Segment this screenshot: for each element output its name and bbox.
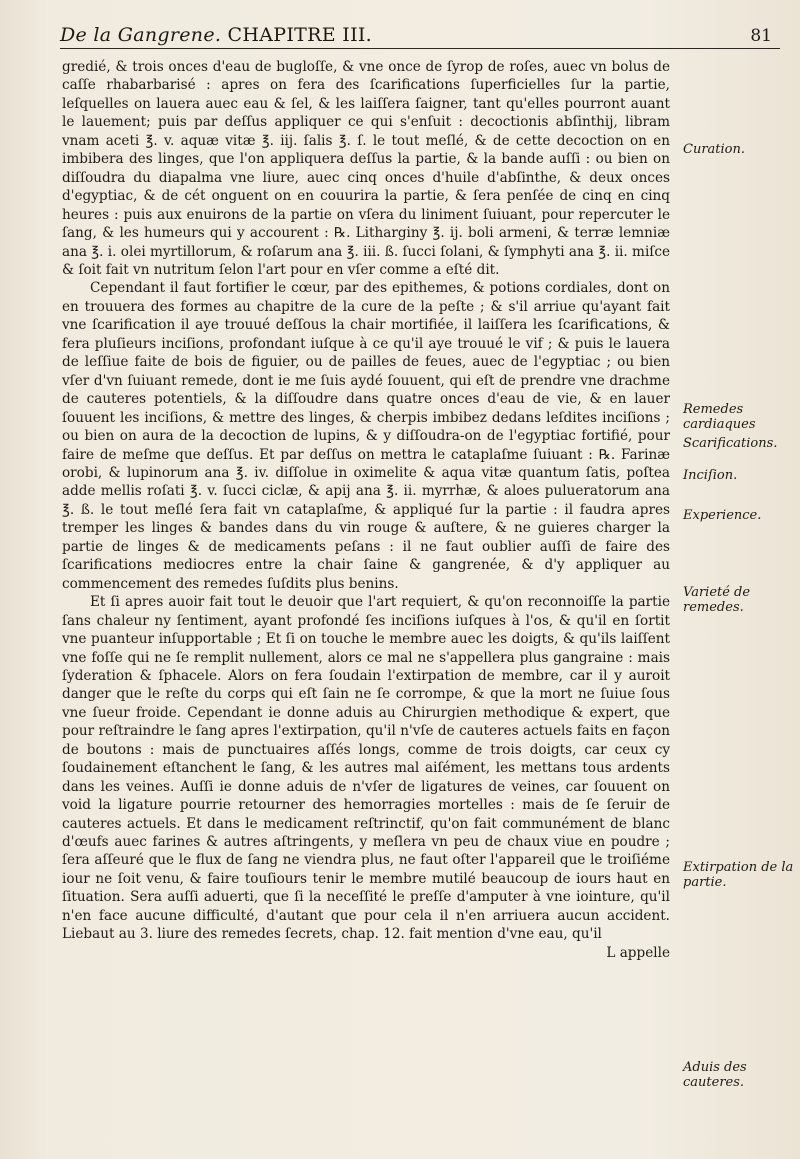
margin-note-incision: Inciſion. [683, 468, 738, 483]
margin-note-scarifications: Scarifications. [683, 436, 778, 451]
catchwords: L appelle [606, 944, 670, 961]
paragraph: gredié, & trois onces d'eau de bugloſſe, & vne once de ſyrop de roſes, auec vn bolus de caſſe rhabarbarisé : apres on fera des ſcarifications ſuperficielles ſur la partie, leſquelles on lauera auec eau & ſel, & les laiſſera ſaigner, tant qu'elles pourront auant le lauement; puis par deſſus appliquer ce qui s'enſuit : decoctionis abſinthij, libram vnam aceti ℥. v. aquæ vitæ ℥. iij. ſalis ℥. ſ. le tout meſlé, & de cette decoction on en imbibera des linges, que l'on appliquera deſſus la partie, & la bande auſſi : ou bien on diſſoudra du diapalma vne liure, auec cinq onces d'huile d'abſinthe, & deux onces d'egyptiac, & de cét onguent on en couurira la partie, & ſera penſée de cinq en cinq heures : puis aux enuirons de la partie on vſera du liniment ſuiuant, pour repercuter le ſang, & les humeurs qui y accourent : ℞. Litharginy ℥. ij. boli armeni, & terræ lemniæ ana ℥. i. olei myrtillorum, & roſarum ana ℥. iii. ß. ſucci ſolani, & ſymphyti ana ℥. ii. miſce & ſoit fait vn nutritum ſelon l'art pour en vſer comme a eſté dit. [62, 59, 670, 278]
margin-note-variete: Varieté de remedes. [683, 585, 751, 615]
margin-note-aduis-cauteres: Aduis des cauteres. [683, 1060, 747, 1090]
margin-note-extirpation: Extirpation de la partie. [683, 860, 794, 890]
margin-note-curation: Curation. [683, 142, 745, 157]
running-title [60, 24, 372, 46]
paragraph: Cependant il faut fortifier le cœur, par des epithemes, & potions cordiales, dont on en trouuera des formes au chapitre de la cure de la peſte ; & s'il arriue qu'ayant fait vne ſcarification il aye trouué deſſous la chair mortifiée, il laiſſera les ſcarifications, & fera pluſieurs inciſions, profondant iuſque à ce qu'il aye trouué le vif ; & puis le lauera de leſſiue faite de bois de figuier, ou de pailles de feues, auec de l'egyptiac ; ou bien vſer d'vn ſuiuant remede, dont ie me ſuis aydé ſouuent, qui eſt de prendre vne drachme de cauteres potentiels, & la diſſoudre dans quatre onces d'eau de vie, & en lauer ſouuent les inciſions, & mettre des linges, & cherpis imbibez dedans leſdites inciſions ; ou bien on aura de la decoction de lupins, & y diſſoudra-on de l'egyptiac fortifié, pour faire de meſme que deſſus. Et par deſſus on mettra le cataplaſme ſuiuant : ℞. Farinæ orobi, & lupinorum ana ℥. iv. diſſolue in oximelite & aqua vitæ quantum ſatis, poſtea adde mellis roſati ℥. v. ſucci ciclæ, & apij ana ℥. ii. myrrhæ, & aloes pulueratorum ana ℥. ß. le tout meſlé ſera fait vn cataplaſme, & appliqué ſur la partie : il faudra apres tremper les linges & bandes dans du vin rouge & auſtere, & ne guieres charger la partie de linges & de medicaments peſans : il ne faut oublier auſſi de faire des ſcarifications mediocres entre la chair ſaine & gangrenée, & d'y appliquer au commencement des remedes ſuſdits plus benins. [62, 280, 670, 592]
page-number: 81 [750, 26, 772, 46]
title-italic: De la Gangrene. [60, 24, 222, 46]
title-chapter: CHAPITRE III. [221, 24, 373, 46]
margin-note-remedes-cardiaques: Remedes cardiaques [683, 402, 756, 432]
paragraph: Et ſi apres auoir fait tout le deuoir que l'art requiert, & qu'on reconnoiſſe la partie ſans chaleur ny ſentiment, ayant profondé ſes inciſions iuſques à l'os, & qu'il en ſortit vne puanteur inſupportable ; Et ſi on touche le membre auec les doigts, & qu'ils laiſſent vne foſſe qui ne ſe remplit nullement, alors ce mal ne s'appellera plus gangraine : mais ſyderation & ſphacele. Alors on fera ſoudain l'extirpation de membre, car il y auroit danger que le reſte du corps qui eſt ſain ne ſe corrompe, & que la mort ne ſuiue ſous vne ſueur froide. Cependant ie donne aduis au Chirurgien methodique & expert, que pour reſtraindre le ſang apres l'extirpation, qu'il n'vſe de cauteres actuels faits en façon de boutons : mais de punctuaires aſſés longs, comme de trois doigts, car ceux cy ſoudainement eſtanchent le ſang, & les autres mal aiſément, les mettans tous ardents dans les veines. Auſſi ie donne aduis de n'vſer de ligatures de veines, car ſouuent on void la ligature pourrie retourner des hemorragies mortelles : mais de ſe ſeruir de cauteres actuels. Et dans le medicament reſtrinctif, qu'on fait communément de blanc d'œufs auec farines & autres aſtringents, y meſlera vn peu de chaux viue en poudre ; ſera aſſeuré que le flux de ſang ne viendra plus, ne faut oſter l'appareil que le troiſiéme iour ne ſoit venu, & faire touſiours tenir le membre mutilé beaucoup de iours haut en ſituation. Sera auſſi aduerti, que ſi la neceſſité le preſſe d'amputer à vne iointure, qu'il n'en face aucune difficulté, d'autant que pour cela il n'en arriuera aucun accident. Liebaut au 3. liure des remedes ſecrets, chap. 12. fait mention d'vne eau, qu'il [62, 594, 670, 943]
margin-note-experience: Experience. [683, 508, 762, 523]
header-rule [60, 48, 780, 49]
body-text [62, 58, 670, 962]
running-header [60, 8, 780, 46]
